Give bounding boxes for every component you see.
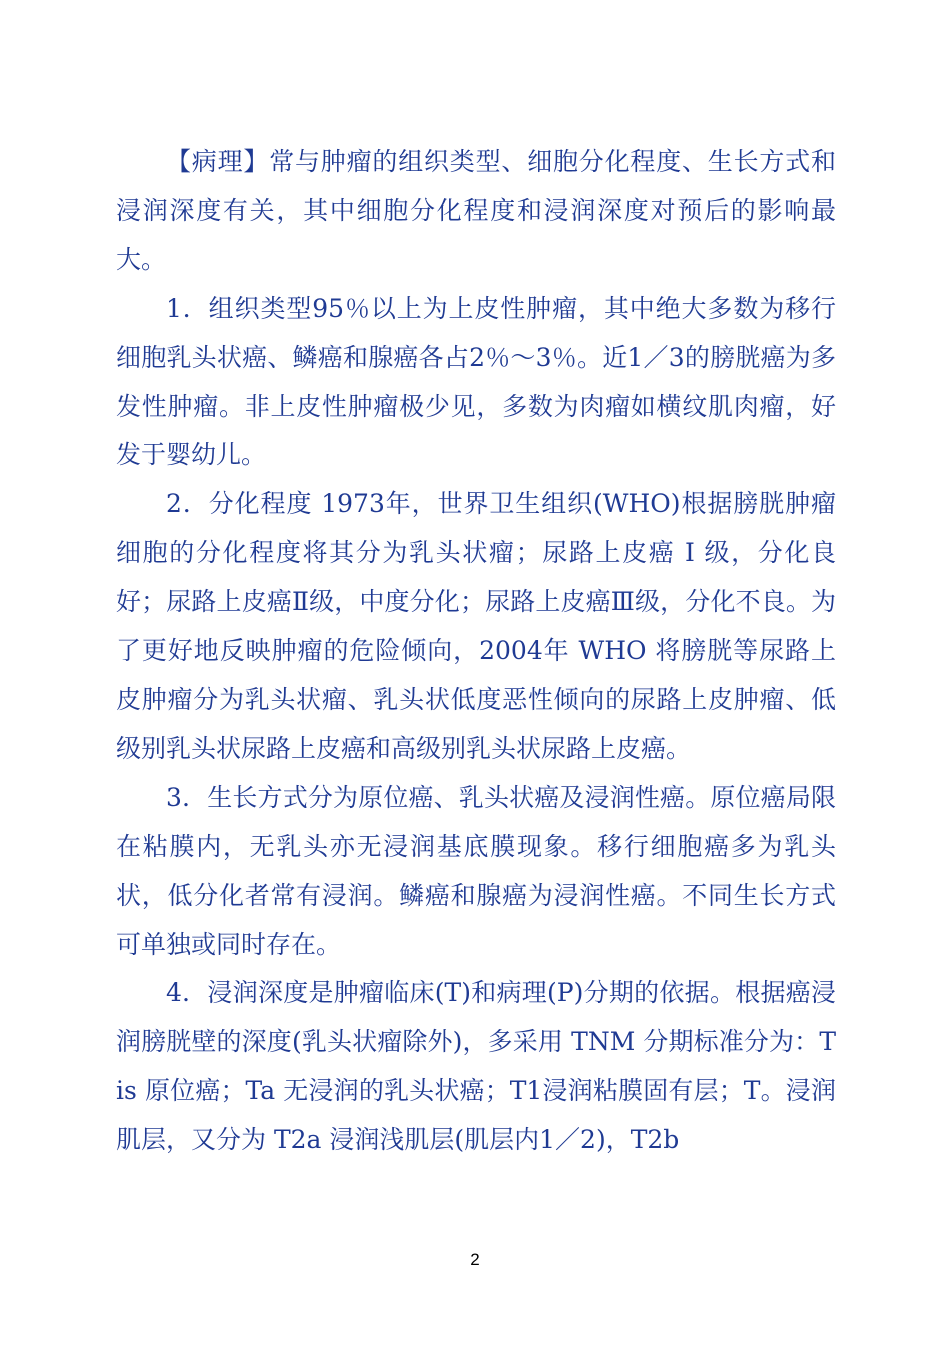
paragraph-growth-pattern: 3．生长方式分为原位癌、乳头状癌及浸润性癌。原位癌局限在粘膜内，无乳头亦无浸润基底膜现象。移行细胞癌多为乳头状，低分化者常有浸润。鳞癌和腺癌为浸润性癌。不同生长方式可单独或同时存在。 [116,782,836,959]
paragraph-pathology: 【病理】常与肿瘤的组织类型、细胞分化程度、生长方式和浸润深度有关，其中细胞分化程度和浸润深度对预后的影响最大。 [116,147,836,274]
paragraph-differentiation: 2．分化程度 1973年，世界卫生组织(WHO)根据膀胱肿瘤细胞的分化程度将其分为乳头状瘤；尿路上皮癌 I 级，分化良好；尿路上皮癌Ⅱ级，中度分化；尿路上皮癌Ⅲ级，分化不良。为了更好地反映肿瘤的危险倾向，2004年 WHO 将膀胱等尿路上皮肿瘤分为乳头状瘤、乳头状低度恶性倾向的尿路上皮肿瘤、低级别乳头状尿路上皮癌和高级别乳头状尿路上皮癌。 [116,489,836,763]
paragraph-invasion-depth: 4．浸润深度是肿瘤临床(T)和病理(P)分期的依据。根据癌浸润膀胱壁的深度(乳头状瘤除外)，多采用 TNM 分期标准分为：Tis 原位癌；Ta 无浸润的乳头状癌；T1浸润粘膜固有层；T。浸润肌层，又分为 T2a 浸润浅肌层(肌层内1／2)，T2b [116,978,836,1155]
document-body [116,138,836,1165]
page-number: 2 [470,1250,480,1269]
paragraph-tissue-type: 1．组织类型95％以上为上皮性肿瘤，其中绝大多数为移行细胞乳头状癌、鳞癌和腺癌各占2％～3％。近1／3的膀胱癌为多发性肿瘤。非上皮性肿瘤极少见，多数为肉瘤如横纹肌肉瘤，好发于婴幼儿。 [116,293,836,470]
